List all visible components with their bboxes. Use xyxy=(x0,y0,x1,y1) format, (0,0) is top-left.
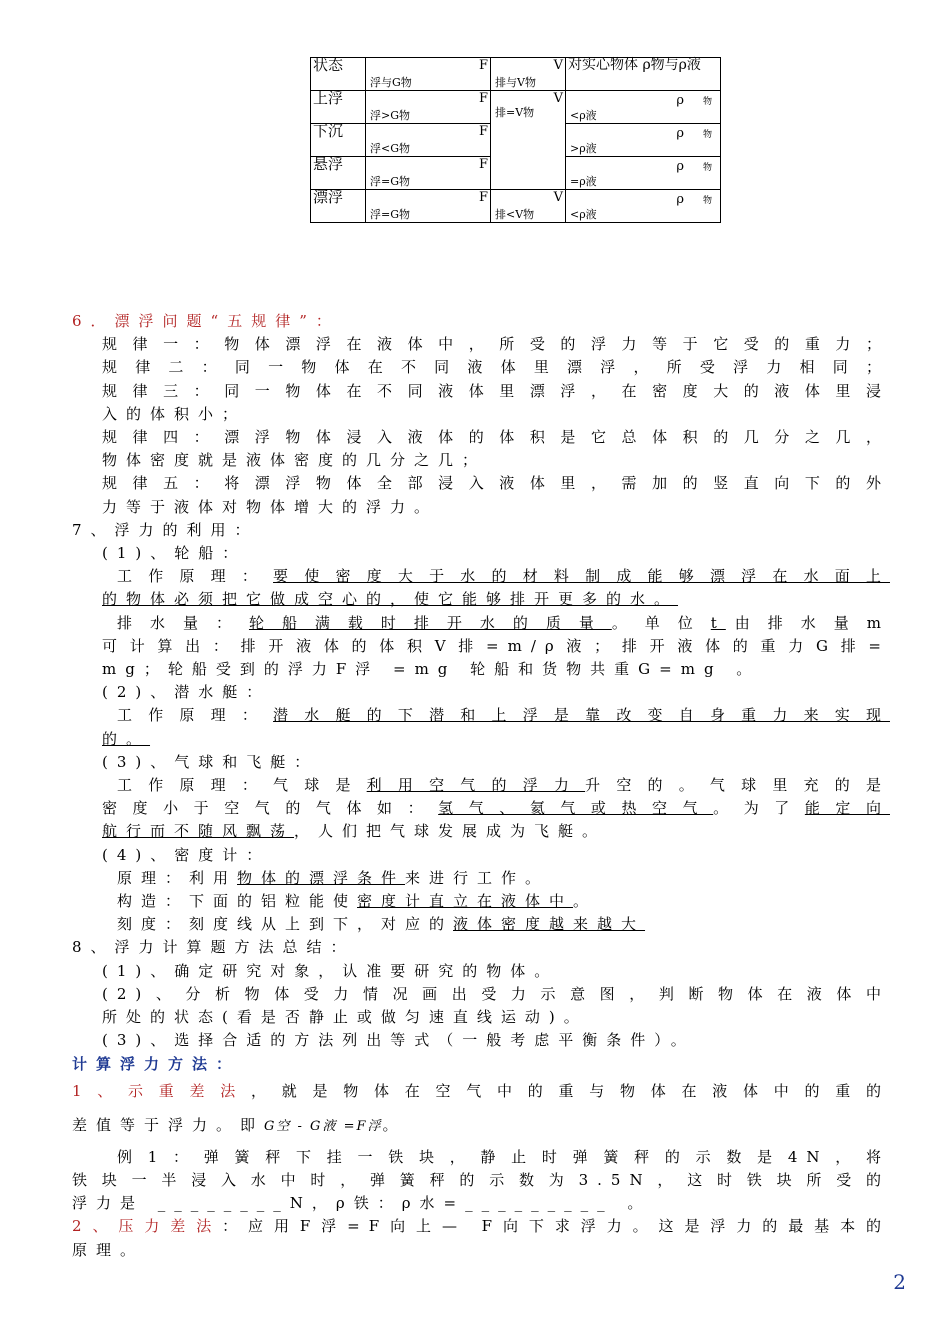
balloon-gas xyxy=(72,797,890,820)
document-body xyxy=(72,310,890,1262)
method1-text: ，就是物体在空气中的重与物体在液体中的重的 xyxy=(251,1081,890,1100)
balloon-rest3: ，人们把气球发展成为飞艇。 xyxy=(294,822,607,841)
cell-rho: ρ xyxy=(676,126,684,141)
balloon-u2: 氢气、氦气或热空气 xyxy=(438,799,714,818)
cell-rho-sub: 物 xyxy=(702,97,712,107)
sec6-title: 6．漂浮问题“五规律”： xyxy=(72,312,340,330)
sub-principle-text2: 的。 xyxy=(102,729,151,748)
header-state: 状态 xyxy=(311,58,366,91)
example1-a: 例1：弹簧秤下挂一铁块，静止时弹簧秤的示数是4N，将 xyxy=(117,1147,890,1166)
sec6-rule3-cont: 入的体积小； xyxy=(102,404,247,423)
cell-state: 上浮 xyxy=(311,91,366,124)
balloon-principle xyxy=(72,774,890,797)
sec6-rule4-cont: 物体密度就是液体密度的几分之几； xyxy=(102,451,487,470)
header-volume xyxy=(491,58,566,91)
cell-force-main: F xyxy=(478,157,488,172)
hyd-p-u: 物体的漂浮条件 xyxy=(237,868,406,887)
balloon-title: (3)、气球和飞艇： xyxy=(102,752,319,771)
sec6-rule1: 规律一：物体漂浮在液体中，所受的浮力等于它受的重力； xyxy=(102,335,890,354)
cell-volume-sub: 排=V物 xyxy=(495,106,535,119)
ship-principle-label: 工作原理： xyxy=(117,567,274,586)
sec8-step1: (1)、确定研究对象，认准要研究的物体。 xyxy=(102,961,559,980)
cell-force-sub: 浮=G物 xyxy=(370,175,411,188)
cell-force-sub: 浮=G物 xyxy=(370,208,411,221)
disp-def: 轮船满载时排开水的质量 xyxy=(248,613,612,632)
cell-state: 下沉 xyxy=(311,124,366,157)
balloon-mid2: 。为了 xyxy=(713,799,805,818)
hyd-k-u: 液体密度越来越大 xyxy=(453,915,646,934)
sec6-rule5: 规律五：将漂浮物体全部浸入液体里，需加的竖直向下的外 xyxy=(102,474,890,493)
example1-c: 浮力是 ________N，ρ铁：ρ水=_________ 。 xyxy=(72,1194,652,1213)
cell-relation: >ρ液 xyxy=(570,142,597,155)
hydrometer-principle xyxy=(72,867,890,890)
balloon-pre2: 密度小于空气的气体如： xyxy=(102,799,439,818)
sub-principle-label: 工作原理： xyxy=(117,706,274,725)
ship-principle xyxy=(72,565,890,588)
hyd-k-pre: 刻度：刻度线从上到下，对应的 xyxy=(117,915,454,934)
balloon-u3: 能定向 xyxy=(804,799,890,818)
method1-formula-line xyxy=(72,1106,890,1146)
hydrometer-title: (4)、密度计： xyxy=(102,845,271,864)
sec6-rule3: 规律三：同一物体在不同液体里漂浮，在密度大的液体里浸 xyxy=(102,381,890,400)
ship-displacement-2: 可计算出：排开液体的体积V排=m/ρ液；排开液体的重力G排= xyxy=(102,636,890,655)
cell-relation: <ρ液 xyxy=(570,208,597,221)
cell-density xyxy=(566,91,721,124)
sec8-step3: (3)、选择合适的方法列出等式（一般考虑平衡条件）。 xyxy=(102,1031,695,1050)
sub-principle-text: 潜水艇的下潜和上浮是靠改变自身重力来实现 xyxy=(273,706,890,725)
header-volume-sub: 排与V物 xyxy=(495,76,536,89)
cell-volume-sub: 排<V物 xyxy=(495,208,535,221)
balloon-u4: 航行而不随风飘荡 xyxy=(102,822,295,841)
sec8-step2: (2)、分析物体受力情况画出受力示意图，判断物体在液体中 xyxy=(102,984,890,1003)
sec6-rule2: 规律二：同一物体在不同液体里漂浮，所受浮力相同； xyxy=(102,358,890,377)
hydrometer-scale xyxy=(72,913,890,936)
balloon-label: 工作原理：气球是 xyxy=(117,776,367,795)
cell-density xyxy=(566,190,721,223)
cell-force-main: F xyxy=(478,190,488,205)
cell-volume xyxy=(491,190,566,223)
cell-volume-main: V xyxy=(553,190,563,205)
cell-force-sub: 浮>G物 xyxy=(370,109,411,122)
hyd-s-post: 。 xyxy=(573,892,598,911)
header-volume-main: V xyxy=(553,58,563,73)
ship-principle-text2: 的物体必须把它做成空心的，使它能够排开更多的水。 xyxy=(102,590,679,609)
header-force-main: F xyxy=(478,58,488,73)
table-row xyxy=(311,190,721,223)
sec6-rule4: 规律四：漂浮物体浸入液体的体积是它总体积的几分之几， xyxy=(102,428,890,447)
header-density: 对实心物体 ρ物与ρ液 xyxy=(566,58,721,91)
disp-rest: 由排水量m xyxy=(725,613,890,632)
cell-rho: ρ xyxy=(676,159,684,174)
cell-rho-sub: 物 xyxy=(702,163,712,173)
sub-principle-cont xyxy=(72,728,890,751)
table-header-row xyxy=(311,58,721,91)
method1-end: 。 xyxy=(382,1115,407,1134)
sec6-rule5-cont: 力等于液体对物体增大的浮力。 xyxy=(102,497,439,516)
cell-rho-sub: 物 xyxy=(702,196,712,206)
cell-force xyxy=(366,124,491,157)
header-force-sub: 浮与G物 xyxy=(370,76,412,89)
method1 xyxy=(72,1076,890,1106)
cell-force xyxy=(366,190,491,223)
method1-text2: 差值等于浮力。即 xyxy=(72,1115,265,1134)
cell-density xyxy=(566,124,721,157)
cell-force xyxy=(366,157,491,190)
cell-relation: <ρ液 xyxy=(570,109,597,122)
ship-principle-text: 要使密度大于水的材料制成能够漂浮在水面上 xyxy=(273,567,890,586)
methods-title: 计算浮力方法： xyxy=(72,1054,241,1073)
cell-rho: ρ xyxy=(676,192,684,207)
balloon-airship xyxy=(72,820,890,843)
cell-rho: ρ xyxy=(676,93,684,108)
table-row xyxy=(311,91,721,124)
cell-state: 悬浮 xyxy=(311,157,366,190)
cell-volume-main: V xyxy=(553,91,563,106)
ship-principle-cont xyxy=(72,588,890,611)
sec8-step2-cont: 所处的状态(看是否静止或做匀速直线运动)。 xyxy=(102,1008,588,1027)
cell-force xyxy=(366,91,491,124)
cell-relation: =ρ液 xyxy=(570,175,597,188)
page-number: 2 xyxy=(893,1270,906,1294)
ship-title: (1)、轮船： xyxy=(102,544,247,563)
method2-cont: 原理。 xyxy=(72,1240,145,1259)
cell-force-sub: 浮<G物 xyxy=(370,142,411,155)
sub-principle xyxy=(72,704,890,727)
ship-displacement-3: mg；轮船受到的浮力F浮 =mg 轮船和货物共重G=mg 。 xyxy=(102,660,761,679)
method2 xyxy=(72,1215,890,1238)
example1-b: 铁块一半浸入水中时，弹簧秤的示数为3.5N，这时铁块所受的 xyxy=(72,1170,890,1189)
hyd-p-pre: 原理：利用 xyxy=(117,868,238,887)
cell-rho-sub: 物 xyxy=(702,130,712,140)
sec8-title: 8、浮力计算题方法总结： xyxy=(72,938,355,957)
cell-volume xyxy=(491,91,566,190)
sub-title: (2)、潜水艇： xyxy=(102,683,271,702)
method2-label: 2、压力差法 xyxy=(72,1217,223,1236)
cell-density xyxy=(566,157,721,190)
hyd-s-u: 密度计直立在液体中 xyxy=(357,892,574,911)
header-force xyxy=(366,58,491,91)
method1-label: 1、示重差法 xyxy=(72,1081,252,1100)
method1-formula: G空 - G液 =F浮 xyxy=(264,1118,383,1134)
buoyancy-state-table xyxy=(310,57,721,223)
method2-text: ：应用F浮=F向上— F向下求浮力。这是浮力的最基本的 xyxy=(222,1217,890,1236)
cell-force-main: F xyxy=(478,124,488,139)
disp-unit-pre: 。单位 xyxy=(611,613,711,632)
disp-label: 排水量： xyxy=(117,613,249,632)
sec7-title: 7、浮力的利用： xyxy=(72,520,259,539)
balloon-rest1: 升空的。气球里充的是 xyxy=(585,776,890,795)
cell-force-main: F xyxy=(478,91,488,106)
balloon-u1: 利用空气的浮力 xyxy=(366,776,586,795)
hyd-p-post: 来进行工作。 xyxy=(405,868,550,887)
ship-displacement xyxy=(72,612,890,635)
hyd-s-pre: 构造：下面的铝粒能使 xyxy=(117,892,358,911)
disp-unit: t xyxy=(710,613,726,632)
cell-state: 漂浮 xyxy=(311,190,366,223)
hydrometer-structure xyxy=(72,890,890,913)
